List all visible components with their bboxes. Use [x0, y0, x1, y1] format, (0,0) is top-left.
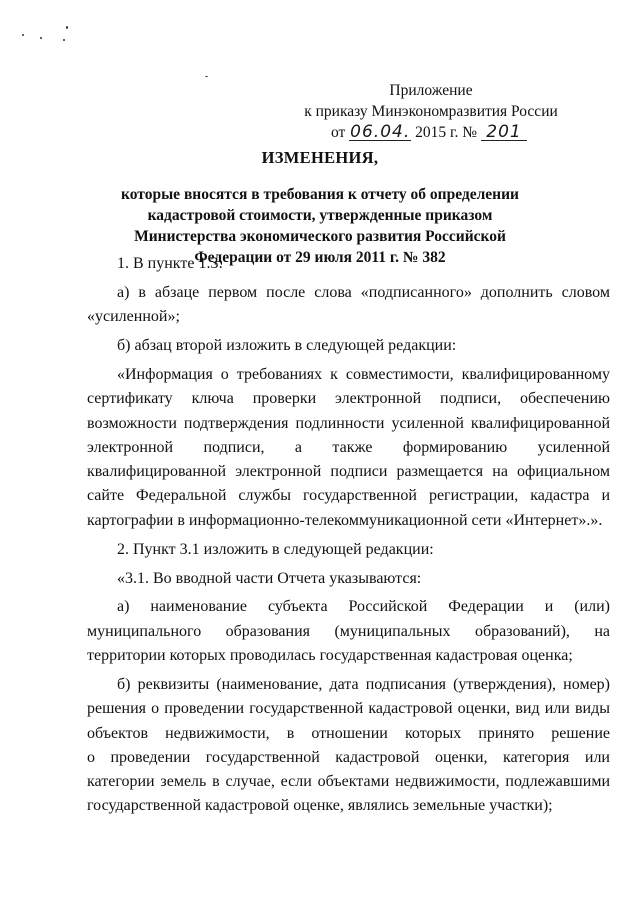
handwritten-number: 201	[486, 122, 522, 142]
date-blank	[349, 122, 411, 142]
document-body	[87, 252, 610, 823]
scan-speck	[205, 76, 208, 77]
paragraph-item-1: 1. В пункте 1.3:	[117, 255, 223, 272]
date-prefix: от	[331, 124, 346, 141]
scan-speck	[40, 37, 42, 39]
scan-speck	[66, 26, 68, 29]
paragraph-item-2: 2. Пункт 3.1 изложить в следующей редакции:	[117, 540, 434, 558]
paragraph-item-3-1: «3.1. Во вводной части Отчета указываются:	[117, 569, 422, 587]
paragraph-item-3-1-a: а) наименование субъекта Российской Федерации и (или) муниципального образования (муниципальных образований), на территории которых проводилась государственная кадастровая оценка;	[87, 598, 610, 665]
scan-speck	[63, 39, 65, 41]
scan-speck	[22, 34, 24, 36]
number-blank	[481, 122, 527, 142]
handwritten-date: 06.04.	[350, 122, 411, 142]
paragraph-item-3-1-b: б) реквизиты (наименование, дата подписания (утверждения), номер) решения о проведении государственной кадастровой оценки, вид или виды объектов недвижимости, в отношении которых принято решение	[87, 675, 610, 742]
paragraph-subitem-b: б) абзац второй изложить в следующей редакции:	[117, 337, 457, 355]
document-title: ИЗМЕНЕНИЯ,	[261, 148, 379, 167]
appendix-header	[300, 80, 562, 143]
document-subtitle: которые вносятся в требования к отчету об определении кадастровой стоимости, утвержденные приказом Министерства экономического развития Российской Федерации от 29 июля 2011 г. № 382	[121, 186, 519, 266]
appendix-label: Приложение	[389, 82, 473, 99]
paragraph-subitem-a: а) в абзаце первом после слова «подписанного» дополнить словом «усиленной»;	[87, 283, 610, 326]
paragraph-item-3-1-b-continued: о проведении государственной кадастровой оценки, категория или категории земель в случае, если объектами недвижимости, подлежавшими государственной кадастровой оценке, являлись земельные участки);	[87, 748, 610, 815]
order-reference: к приказу Минэкономразвития России	[304, 103, 558, 120]
paragraph-quoted-text: «Информация о требованиях к совместимости, квалифицированному сертификату ключа проверки электронной подписи, обеспечению возможности подтверждения подлинности усиленной квалифицированной электронной подписи, а также формированию усиленной квалифицированной электронной подписи размещается на официальном сайте Федеральной службы государственной регистрации, кадастра и картографии в информационно-телекоммуникационной сети «Интернет».».	[87, 365, 610, 529]
year-and-number-label: 2015 г. №	[415, 124, 478, 141]
order-date-line	[300, 122, 562, 143]
